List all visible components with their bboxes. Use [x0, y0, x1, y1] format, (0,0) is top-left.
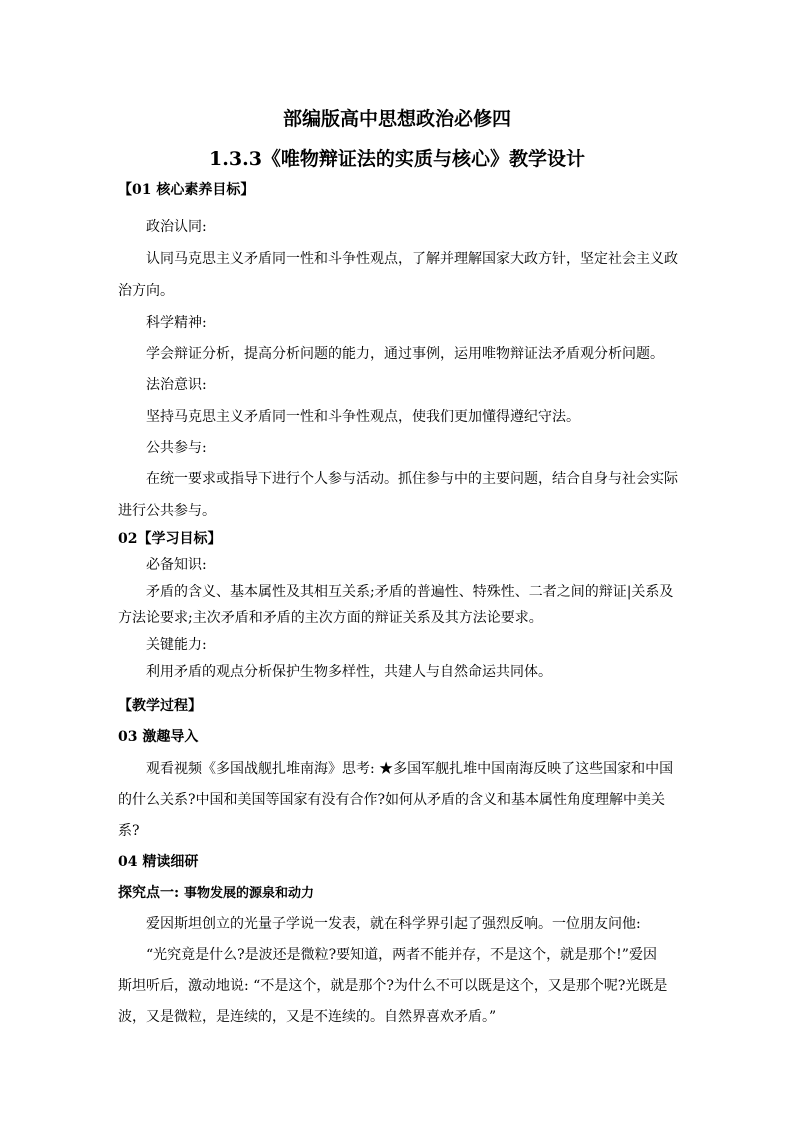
introduction-text-3: 系? [118, 823, 140, 839]
section-heading-learning-goals: 02【学习目标】 [118, 531, 222, 547]
political-identity-text-2: 治方向。 [118, 283, 174, 299]
public-participation-text-1: 在统一要求或指导下进行个人参与活动。抓住参与中的主要问题，结合自身与社会实际 [146, 471, 678, 487]
inquiry-point-line [118, 884, 314, 903]
inquiry-point-title: 事物发展的源泉和动力 [184, 886, 315, 901]
law-awareness-text: 坚持马克思主义矛盾同一性和斗争性观点，使我们更加懂得遵纪守法。 [146, 409, 580, 425]
einstein-text-4: 波，又是微粒，是连续的，又是不连续的。自然界喜欢矛盾。” [118, 1009, 497, 1025]
introduction-text-2: 的什么关系?中国和美国等国家有没有合作?如何从矛盾的含义和基本属性角度理解中美关 [118, 792, 666, 808]
section-heading-core-literacy: 【01 核心素养目标】 [118, 182, 255, 198]
einstein-text-3: 斯坦听后，激动地说: “不是这个，就是那个?为什么不可以既是这个，又是那个呢?光既是 [118, 978, 668, 994]
einstein-text-2: “光究竟是什么?是波还是微粒?要知道，两者不能并存，不是这个，就是那个!”爱因 [146, 947, 657, 963]
ability-text: 利用矛盾的观点分析保护生物多样性，共建人与自然命运共同体。 [146, 664, 552, 680]
knowledge-label: 必备知识: [146, 557, 207, 573]
knowledge-text-1: 矛盾的含义、基本属性及其相互关系;矛盾的普遍性、特殊性、二者之间的辩证|关系及 [146, 584, 674, 600]
section-heading-introduction: 03 激趣导入 [118, 729, 199, 745]
science-spirit-text: 学会辩证分析，提高分析问题的能力，通过事例，运用唯物辩证法矛盾观分析问题。 [146, 346, 664, 362]
document-title: 部编版高中思想政治必修四 [282, 108, 511, 130]
science-spirit-label: 科学精神: [146, 315, 207, 331]
section-heading-teaching-process: 【教学过程】 [118, 698, 202, 714]
political-identity-label: 政治认同: [146, 219, 207, 235]
public-participation-text-2: 进行公共参与。 [118, 503, 216, 519]
document-subtitle: 1.3.3《唯物辩证法的实质与核心》教学设计 [209, 148, 585, 170]
einstein-text-1: 爱因斯坦创立的光量子学说一发表，就在科学界引起了强烈反响。一位朋友问他: [146, 916, 641, 932]
knowledge-text-2: 方法论要求;主次矛盾和矛盾的主次方面的辩证关系及其方法论要求。 [118, 610, 543, 626]
section-heading-close-reading: 04 精读细研 [118, 854, 199, 870]
introduction-text-1: 观看视频《多国战舰扎堆南海》思考: ★多国军舰扎堆中国南海反映了这些国家和中国 [146, 761, 674, 777]
ability-label: 关键能力: [146, 637, 207, 653]
inquiry-point-label: 探究点一: [118, 885, 185, 901]
political-identity-text-1: 认同马克思主义矛盾同一性和斗争性观点，了解并理解国家大政方针，坚定社会主义政 [146, 251, 678, 267]
law-awareness-label: 法治意识: [146, 377, 207, 393]
public-participation-label: 公共参与: [146, 440, 207, 456]
